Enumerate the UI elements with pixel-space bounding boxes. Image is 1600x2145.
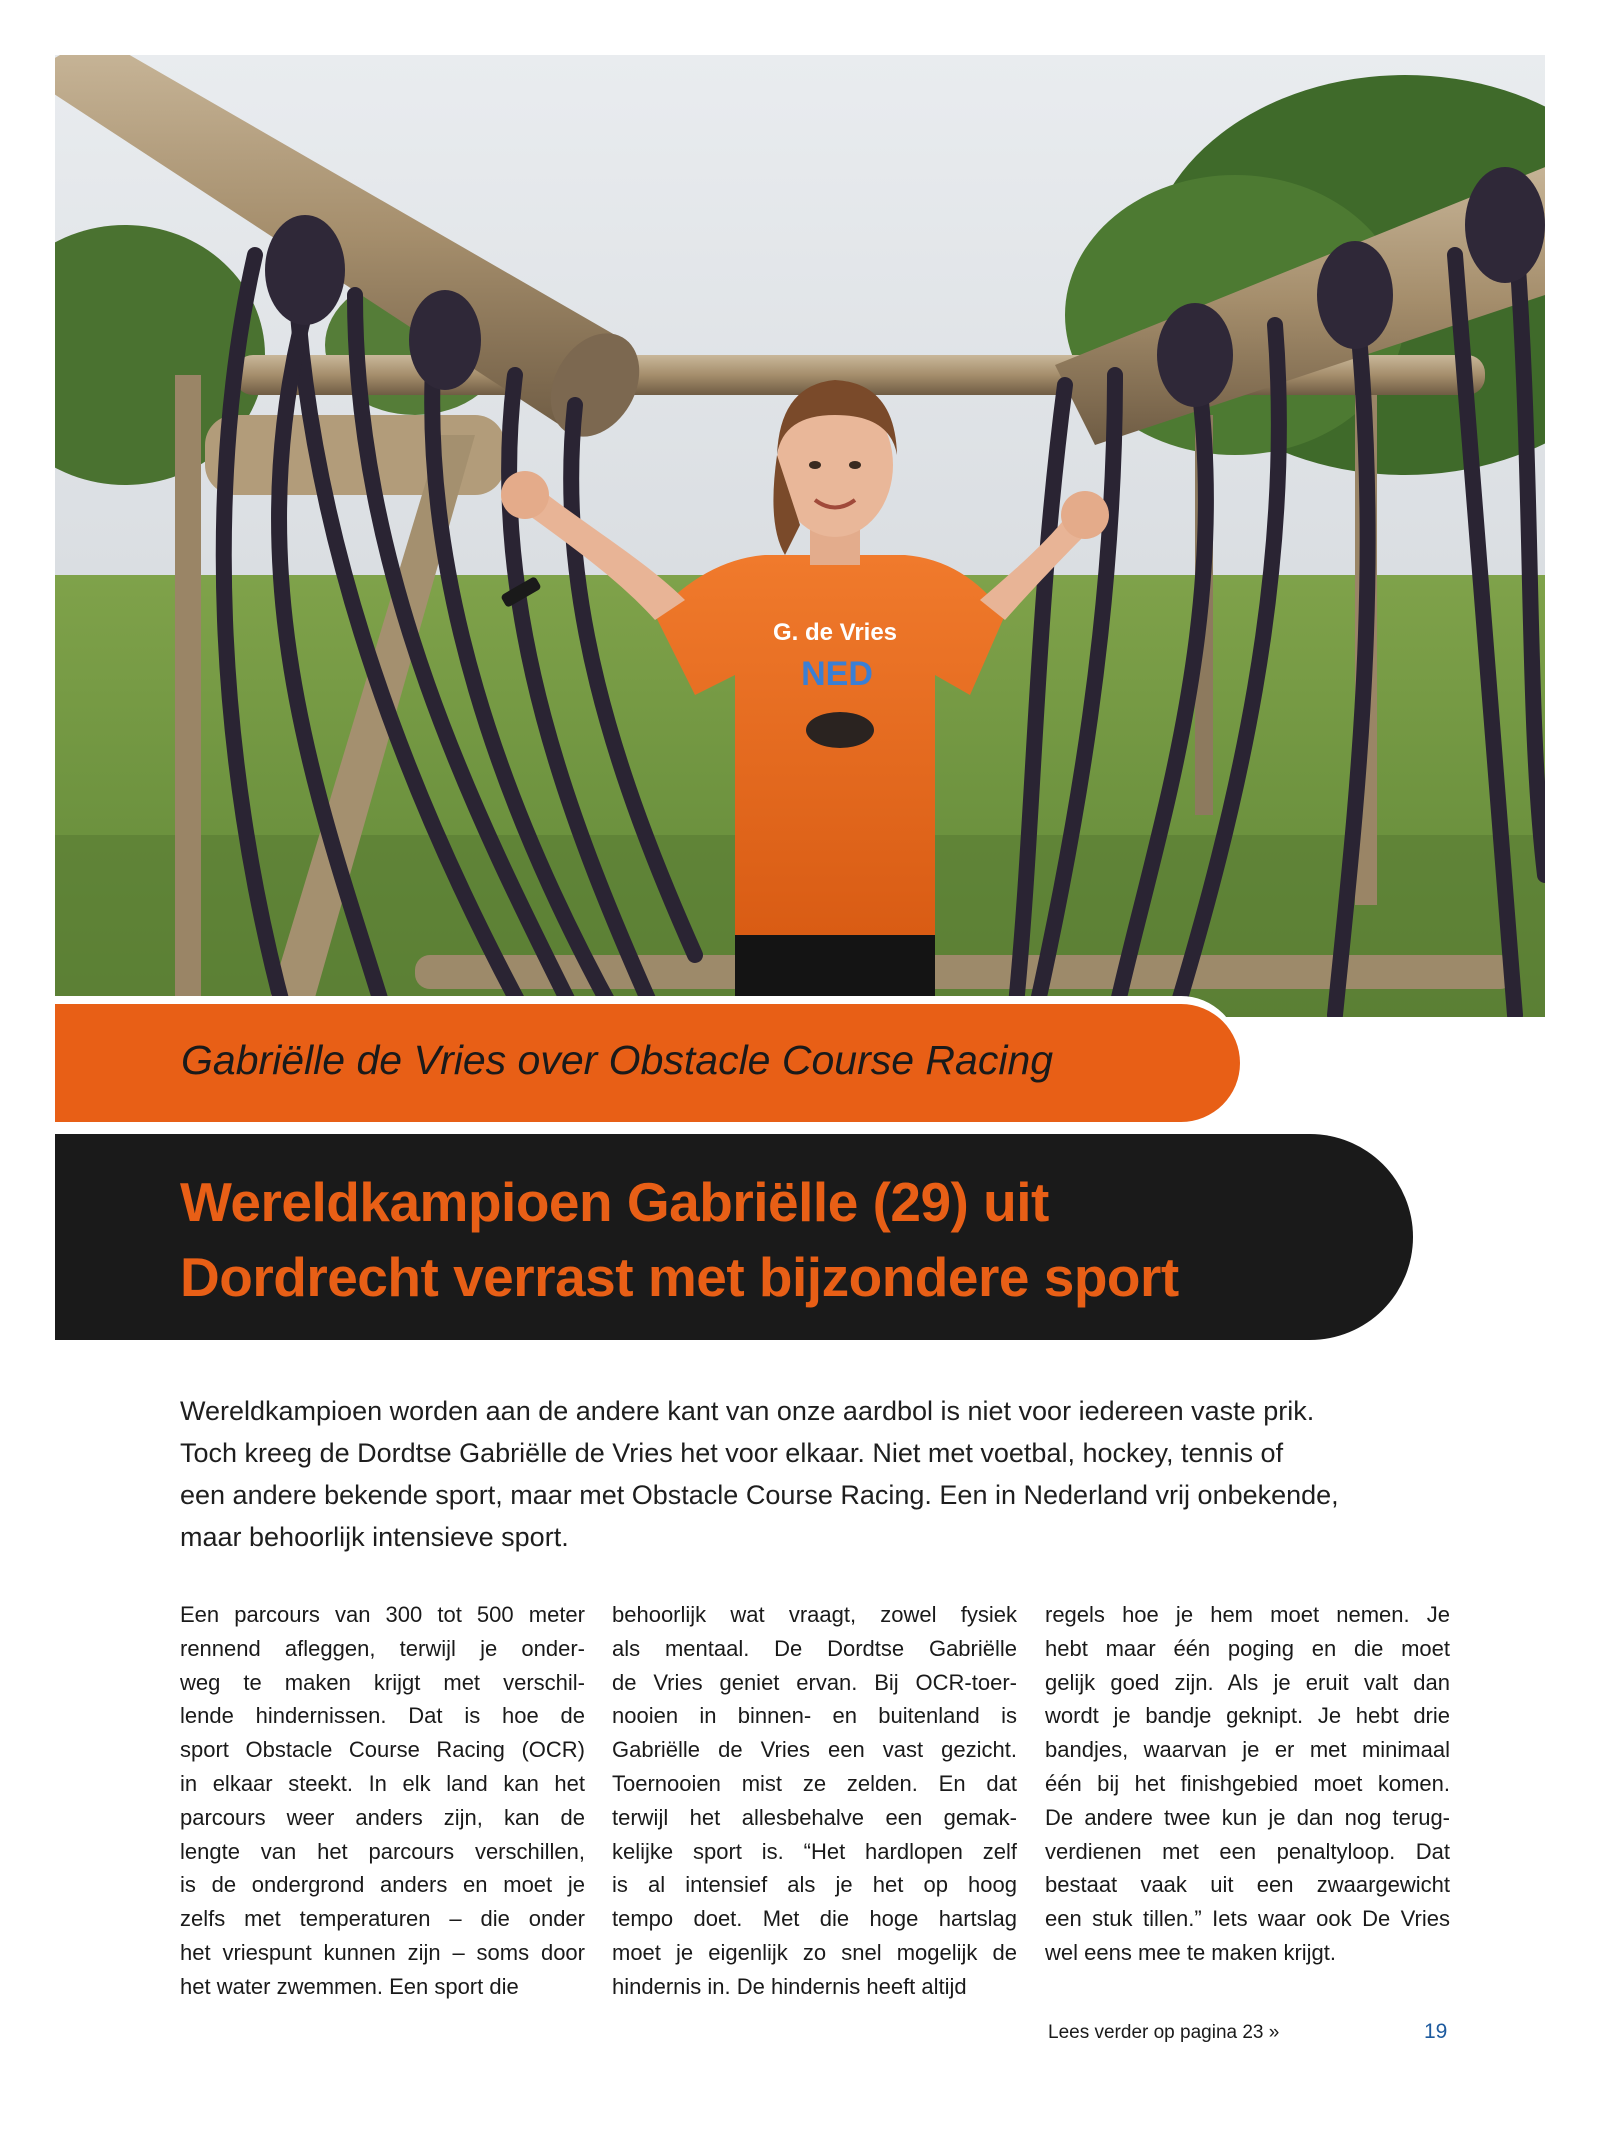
- text-line: parcours weer anders zijn, kan de: [180, 1804, 585, 1830]
- shirt-country: NED: [801, 655, 873, 693]
- text-line: verdienen met een penaltyloop. Dat: [1045, 1838, 1450, 1864]
- text-line: het vriespunt kunnen zijn – soms door: [180, 1939, 585, 1965]
- text-line: terwijl het allesbehalve een gemak-: [612, 1804, 1017, 1830]
- text-line: kelijke sport is. “Het hardlopen zelf: [612, 1838, 1017, 1864]
- text-line: De andere twee kun je dan nog terug-: [1045, 1804, 1450, 1830]
- text-line: regels hoe je hem moet nemen. Je: [1045, 1602, 1450, 1627]
- text-line: de Vries geniet ervan. Bij OCR-toer-: [612, 1669, 1017, 1695]
- text-line: sport Obstacle Course Racing (OCR): [180, 1737, 585, 1763]
- text-line: Een parcours van 300 tot 500 meter: [180, 1602, 585, 1627]
- text-line: bestaat vaak uit een zwaargewicht: [1045, 1872, 1450, 1898]
- obstacle-course-illustration: [55, 55, 1545, 1017]
- continue-link[interactable]: Lees verder op pagina 23 »: [1048, 2022, 1280, 2043]
- text-line: hindernis in. De hindernis heeft altijd: [612, 1973, 967, 1999]
- text-line: wel eens mee te maken krijgt.: [1045, 1939, 1337, 1965]
- headline-line-1: Wereldkampioen Gabriëlle (29) uit: [180, 1171, 1049, 1233]
- text-line: het water zwemmen. Een sport die: [180, 1973, 519, 1999]
- text-line: Toernooien mist ze zelden. En dat: [612, 1770, 1017, 1796]
- text-line: tempo doet. Met die hoge hartslag: [612, 1906, 1017, 1932]
- text-line: bandjes, waarvan je er met minimaal: [1045, 1737, 1450, 1763]
- hero-photo: [55, 55, 1545, 1017]
- text-line: wordt je bandje geknipt. Je hebt drie: [1045, 1703, 1450, 1729]
- text-line: één bij het finishgebied moet komen.: [1045, 1770, 1450, 1796]
- text-line: is al intensief als je het op hoog: [612, 1872, 1017, 1898]
- page-number: 19: [1424, 2020, 1448, 2043]
- intro-line: Toch kreeg de Dordtse Gabriëlle de Vries het voor elkaar. Niet met voetbal, hockey, tennis of: [180, 1438, 1284, 1468]
- text-line: is de ondergrond anders en moet je: [180, 1872, 585, 1898]
- text-line: lende hindernissen. Dat is hoe de: [180, 1703, 585, 1729]
- text-line: weg te maken krijgt met verschil-: [180, 1669, 585, 1695]
- text-line: gelijk goed zijn. Als je eruit valt dan: [1045, 1669, 1450, 1695]
- kicker-text: Gabriëlle de Vries over Obstacle Course Racing: [181, 1037, 1054, 1083]
- text-line: een stuk tillen.” Iets waar ook De Vries: [1045, 1906, 1450, 1932]
- body-column-3: [1045, 1598, 1450, 1970]
- intro-line: Wereldkampioen worden aan de andere kant van onze aardbol is niet voor iedereen vaste prik.: [180, 1396, 1315, 1426]
- shirt-name: G. de Vries: [772, 619, 898, 646]
- body-column-1: [180, 1598, 585, 2004]
- kicker-band: [55, 1004, 1240, 1122]
- body-column-2: [612, 1598, 1017, 2004]
- intro-paragraph: [180, 1390, 1380, 1558]
- headline-line-2: Dordrecht verrast met bijzondere sport: [180, 1246, 1179, 1308]
- headline-band: [55, 1134, 1413, 1340]
- text-line: moet je eigenlijk zo snel mogelijk de: [612, 1939, 1017, 1965]
- text-line: Gabriëlle de Vries een vast gezicht.: [612, 1737, 1017, 1763]
- intro-line: maar behoorlijk intensieve sport.: [180, 1522, 569, 1552]
- text-line: in elkaar steekt. In elk land kan het: [180, 1770, 585, 1796]
- text-line: lengte van het parcours verschillen,: [180, 1838, 585, 1864]
- text-line: hebt maar één poging en die moet: [1045, 1635, 1450, 1661]
- text-line: behoorlijk wat vraagt, zowel fysiek: [612, 1602, 1017, 1627]
- text-line: zelfs met temperaturen – die onder: [180, 1906, 585, 1932]
- text-line: nooien in binnen- en buitenland is: [612, 1703, 1017, 1729]
- intro-line: een andere bekende sport, maar met Obstacle Course Racing. Een in Nederland vrij onbekende,: [180, 1480, 1339, 1510]
- text-line: rennend afleggen, terwijl je onder-: [180, 1635, 585, 1661]
- text-line: als mentaal. De Dordtse Gabriëlle: [612, 1635, 1017, 1661]
